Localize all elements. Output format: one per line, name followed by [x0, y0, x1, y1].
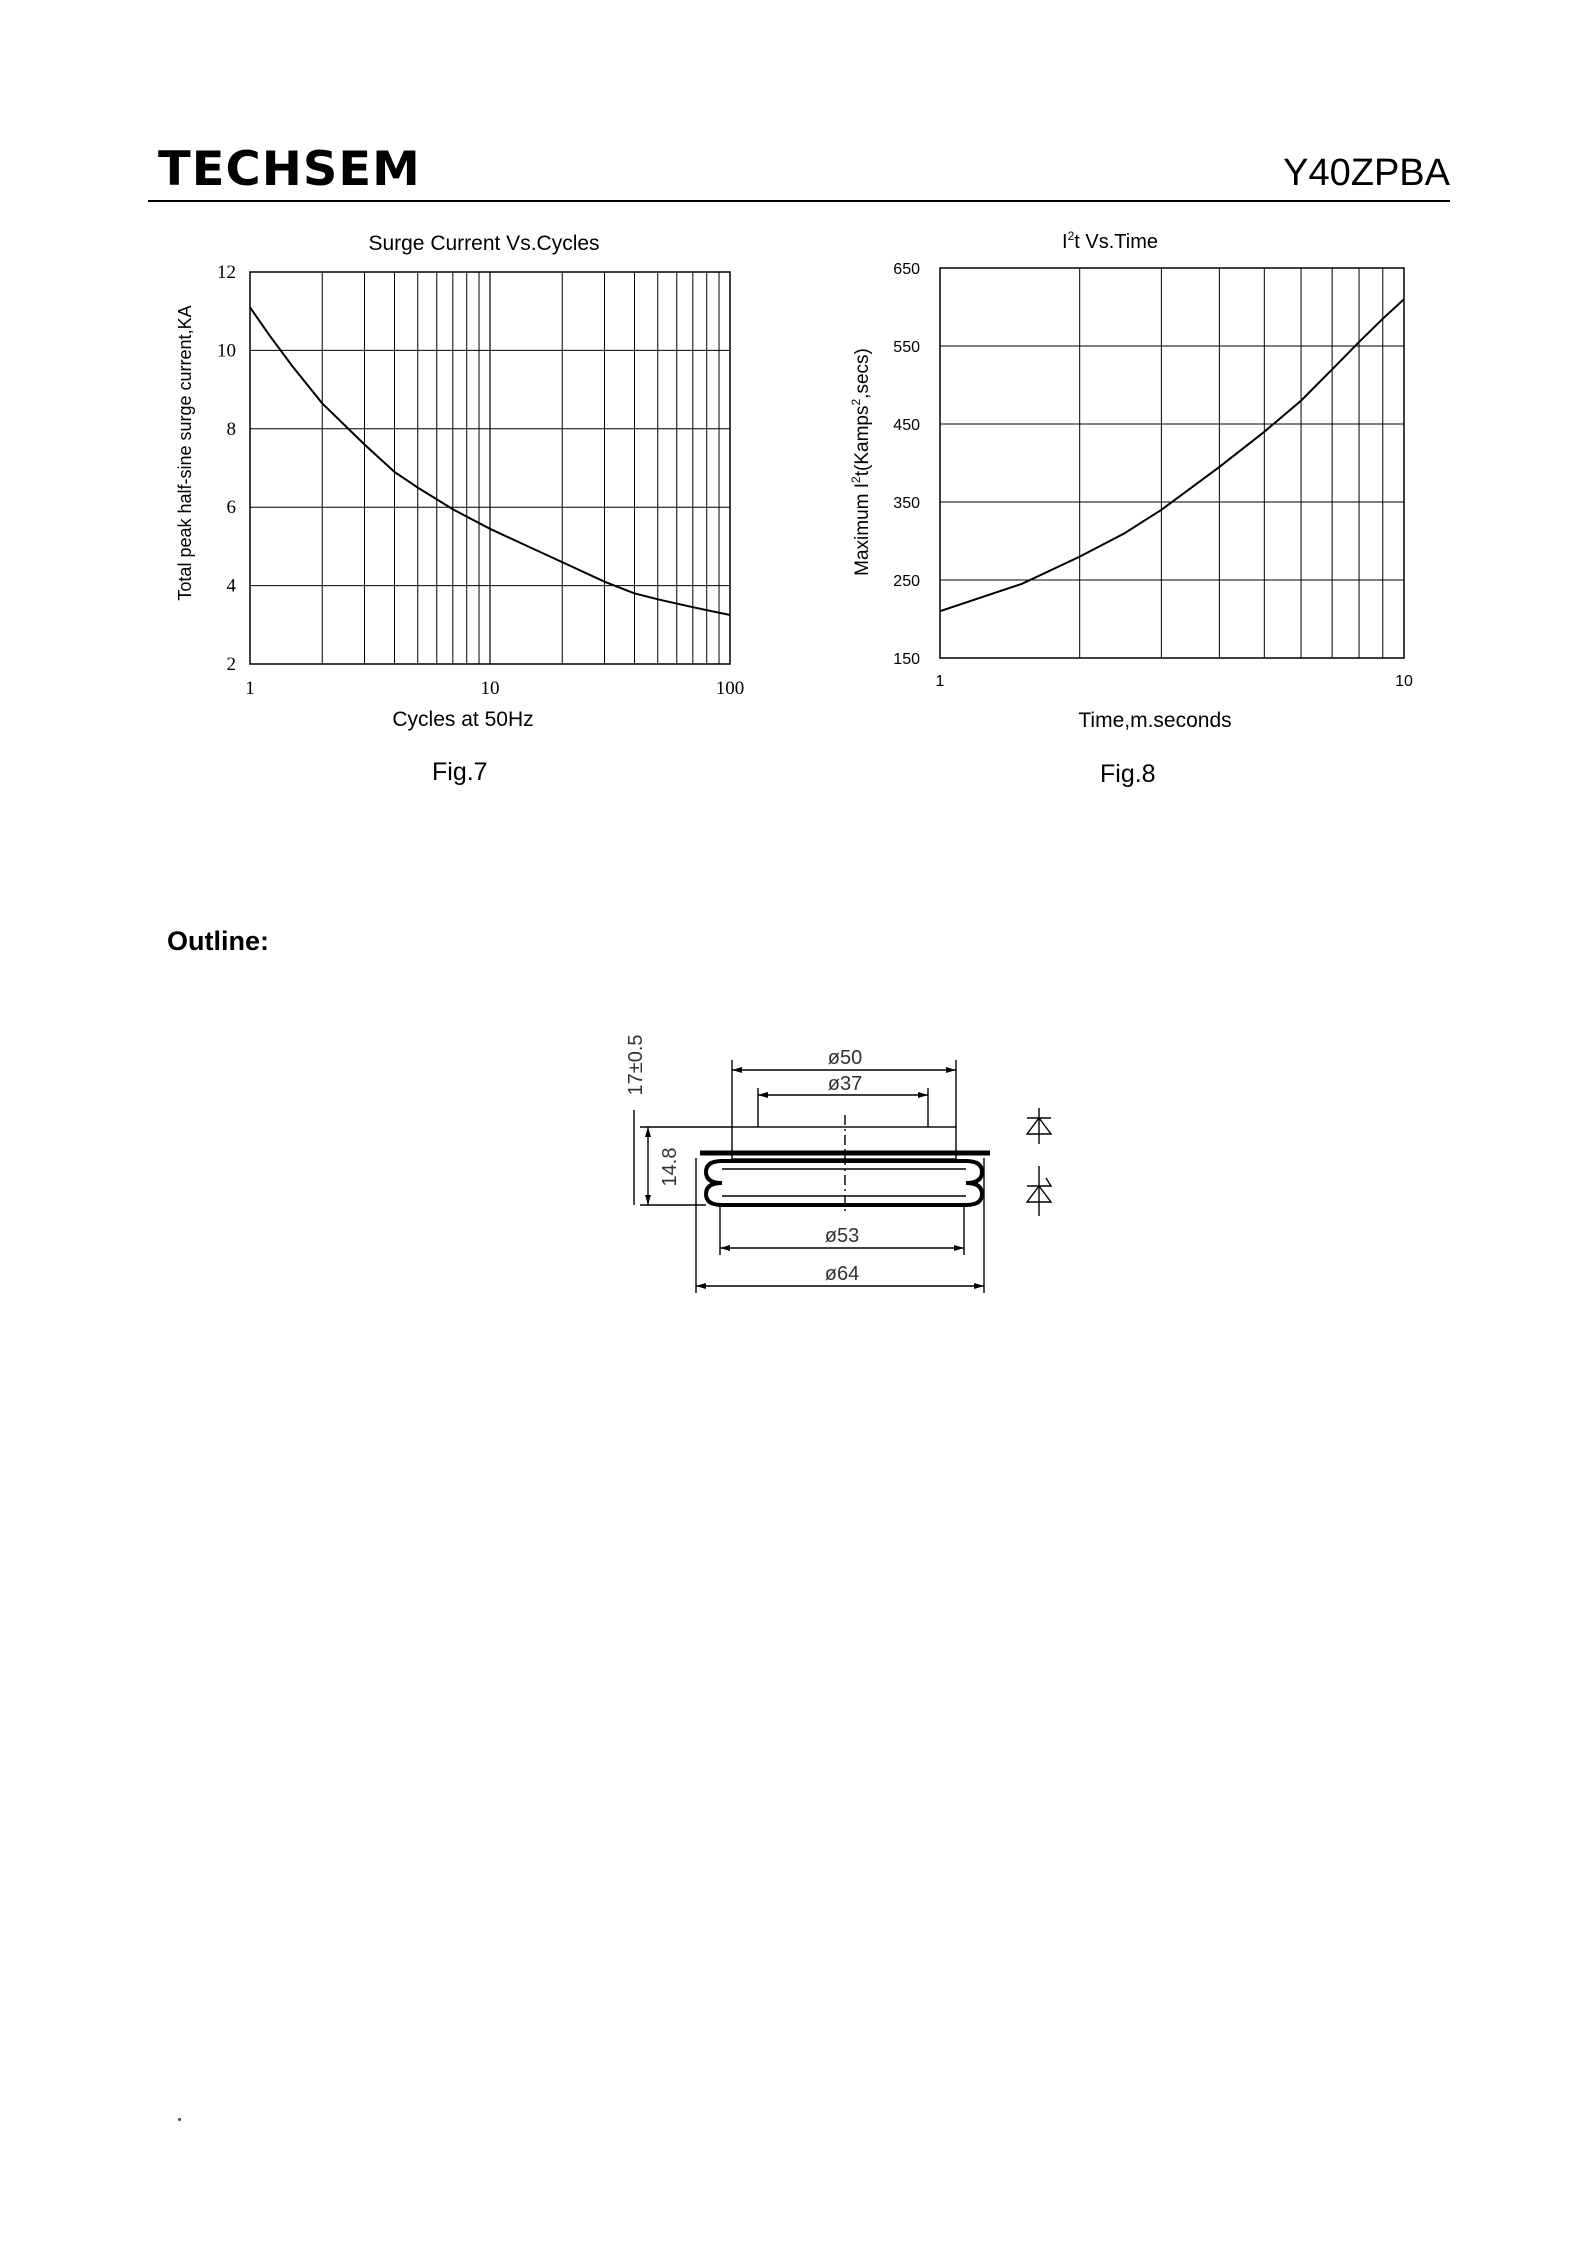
dim-height-body: 14.8 — [659, 1147, 681, 1187]
y-tick-label: 8 — [226, 418, 236, 440]
fig8-x-ticks — [936, 673, 1413, 690]
fig7-title: Surge Current Vs.Cycles — [368, 232, 600, 255]
part-number: Y40ZPBA — [1283, 152, 1450, 194]
x-tick-label: 1 — [935, 673, 945, 690]
y-tick-label: 12 — [217, 262, 236, 283]
page-mark — [178, 2118, 181, 2121]
fig8-y-label: Maximum $I^2t(Kamps^2,\sec s)$ — [849, 348, 873, 576]
y-tick-label: 6 — [226, 497, 236, 519]
fig8-title: $I^2t$ Vs.Time — [1062, 229, 1158, 253]
i2t-chart — [0, 0, 1588, 900]
y-tick-label: 150 — [893, 651, 920, 668]
x-tick-label: 100 — [715, 678, 745, 699]
fig7-y-label: Total peak half-sine surge current,KA — [175, 305, 195, 601]
y-tick-label: 2 — [226, 654, 236, 675]
zener-symbol — [1027, 1166, 1051, 1216]
dim-dia-53: ø53 — [824, 1225, 860, 1247]
brand-logo: TECHSEM — [158, 142, 421, 197]
x-tick-label: 1 — [245, 678, 255, 699]
y-tick-label: 350 — [893, 495, 920, 512]
outline-body — [706, 1161, 982, 1205]
y-tick-label: 650 — [893, 261, 920, 278]
diode-symbol — [1027, 1108, 1051, 1144]
y-tick-label: 550 — [893, 339, 920, 356]
fig8-caption: Fig.8 — [1100, 760, 1156, 788]
dim-dia-37: ø37 — [827, 1073, 863, 1095]
x-tick-label: 10 — [480, 678, 500, 699]
fig8-grid — [940, 268, 1404, 658]
x-tick-label: 10 — [1395, 673, 1413, 690]
y-tick-label: 10 — [217, 340, 236, 362]
y-tick-label: 4 — [226, 575, 236, 597]
fig7-caption: Fig.7 — [432, 758, 488, 786]
dim-dia-64: ø64 — [824, 1263, 860, 1285]
fig8-y-ticks — [893, 261, 920, 668]
outline-heading: Outline: — [167, 926, 269, 956]
y-tick-label: 450 — [893, 417, 920, 434]
fig8-x-label: Time,m.seconds — [1078, 709, 1232, 732]
fig8-plot-frame — [940, 268, 1404, 658]
outline-drawing — [600, 1010, 1080, 1310]
y-tick-label: 250 — [893, 573, 920, 590]
dim-height-total: 17±0.5 — [625, 1034, 647, 1096]
dim-dia-50: ø50 — [827, 1047, 863, 1069]
fig7-x-label: Cycles at 50Hz — [392, 708, 534, 731]
